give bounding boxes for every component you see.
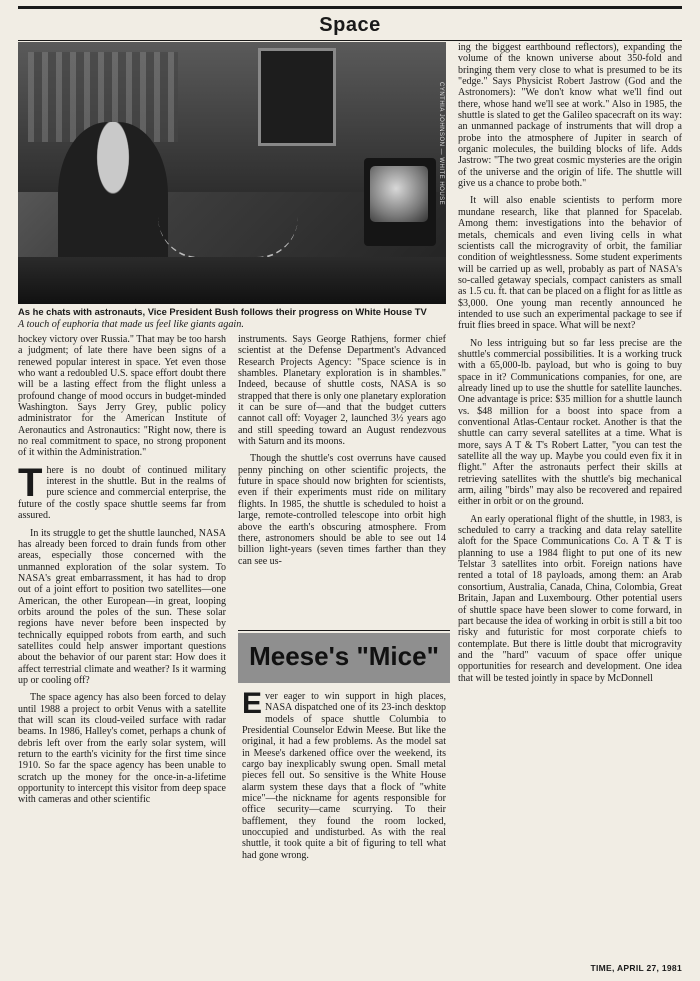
footer-dateline: TIME, APRIL 27, 1981: [590, 963, 682, 973]
photo-tv-screen: [370, 166, 428, 222]
drop-cap: T: [18, 460, 43, 505]
column-3: [458, 42, 682, 966]
magazine-page: [18, 6, 682, 974]
photo-subcaption: A touch of euphoria that made us feel like giants again.: [18, 319, 244, 330]
paragraph: Though the shuttle's cost overruns have caused penny pinching on other scientific projects, the future in space should now brighten for scientists, even if their experiments must ride on military flights. In 1985, the shuttle is scheduled to hoist a large, remote-controlled telescope into orbit high above the earth's obscuring atmosphere. From there, astronomers should be able to see out 14 billion light-years (seven times farther than they can see us-: [238, 453, 446, 567]
bush-photo: [18, 42, 446, 304]
photo-caption: As he chats with astronauts, Vice President Bush follows their progress on White House TV: [18, 306, 427, 317]
column-2: [238, 334, 446, 624]
photo-frame: [258, 48, 336, 146]
paragraph: It will also enable scientists to perform more mundane research, like that planned for Spacelab. Among them: investigations into the behavior of metals, chemicals and even living cells in what scientists call the microgravity of orbit, the familiar condition of weightlessness. Some student experiments will be carried up as well, probably as part of NASA's so-called getaway specials, compact canisters as small as 1.5 cu. ft. that can be placed on a flight for as little as $3,000. One young man recently announced he intended to use such an experimental package to see if fruit flies breed in space. What will be next?: [458, 195, 682, 332]
sidebar-box: [238, 630, 450, 967]
sidebar-title: Meese's "Mice": [249, 641, 439, 671]
paragraph-text: here is no doubt of continued military interest in the shuttle. But in the realms of pure science and commercial enterprise, the future of the costly space shuttle seems far from assured.: [18, 464, 226, 522]
paragraph: No less intriguing but so far less precise are the shuttle's commercial possibilities. It is a working truck with a 65,000-lb. payload, but who is going to buy space in it? Communications companies, for one, are already lined up to use the shuttle for satellite launches. One advantage is price: $35 million for a shuttle launch vs. $48 million for a boost into space from a conventional Atlas-Centaur rocket. Another is that the shuttle can carry several satellites at a time. What is more, says A T & T's Robert Latter, "you can test the satellite all the way up. Maybe you could even fix it in flight." After the astronauts perfect their skills at retrieving satellites with the shuttle's big mechanical arm, ailing "birds" may also be recovered and repaired either in orbit or on the ground.: [458, 337, 682, 508]
paragraph: hockey victory over Russia." That may be too harsh a judgment; of late there have been signs of a renewed popular interest in space. Yet even those who want a redoubled U.S. space effort doubt there will be a lasting effect from the flight unless a profound change of mood occurs in budget-minded Washington. Says Jerry Grey, public policy administrator for the American Institute of Aeronautics and Astronautics: "Right now, there is no real commitment to space, no strong proponent of it within the Administration.": [18, 334, 226, 459]
paragraph-dropcap: [18, 460, 226, 522]
paragraph: ing the biggest earthbound reflectors), expanding the volume of the known universe about 350-fold and bringing them very close to what is presumed to be its "edge." Says Physicist Robert Jastrow (God and the Astronomers): "We don't know what we'll find out there, whose hand we'll see at work." Also in 1985, the shuttle is slated to get the Galileo spacecraft on its way: an unmanned package of instruments that will drop a probe into the atmosphere of Jupiter in search of organic molecules, the building blocks of life. Adds Jastrow: "The two great cosmic mysteries are the origin of the universe and the origin of life. The shuttle will give us a chance to probe both.": [458, 42, 682, 190]
section-title: Space: [319, 14, 381, 36]
section-rule: [18, 40, 682, 41]
paragraph-text: ver eager to win support in high places, NASA dispatched one of its 23-inch desktop models of space shuttle Columbia to Presidential Counselor Edwin Meese. But like the original, it had a few problems. As the model sat in Meese's darkened office over the weekend, its cargo bay inexplicably swung open. Small metal pieces fell out. So sensitive is the White House alarm system these days that a flock of "white mice"—the nickname for agents responsible for office security—came scurrying. To their bafflement, they found the room locked, unoccupied and undisturbed. As with the real shuttle, it took quite a bit of figuring to tell what had gone wrong.: [242, 691, 446, 861]
photo-credit: CYNTHIA JOHNSON — WHITE HOUSE: [438, 82, 444, 206]
paragraph: In its struggle to get the shuttle launched, NASA has already been forced to drain funds from other areas, especially those concerned with the unmanned exploration of the solar system. To NASA's great embarrassment, it has had to drop out of a joint effort to position two satellites—one American, the other European—in great, looping orbits around the poles of the sun. These solar regions have never before been inspected by technically equipped robots from earth, and such satellites could help answer important questions about the behavior of our parent star: How does it affect terrestrial climate and weather? Is it warming up or cooling off?: [18, 527, 226, 686]
paragraph: An early operational flight of the shuttle, in 1983, is scheduled to carry a tracking and data relay satellite aloft for the Space Communications Co. A T & T is planning to use a 1984 flight to put one of its new Telstar 3 satellites into orbit. Foreign nations have rented a total of 18 payloads, among them: an Arab consortium, Australia, Canada, China, Colombia, Great Britain, Japan and Luxembourg. Other potential users of shuttle space have been slower to come forward, in part because the idea of working in orbit is still a bit too risky and futuristic for most corporate chiefs to contemplate. But there is little doubt that microgravity and the "hard" vacuum of space offer unique opportunities for research and development. One idea that will be tested jointly in space by McDonnell: [458, 513, 682, 684]
photo-phone-cord: [158, 217, 298, 259]
sidebar-body: [242, 687, 446, 861]
paragraph: The space agency has also been forced to delay until 1988 a project to orbit Venus with a satellite that will scan its cloud-veiled surface with radar beams. In 1986, Halley's comet, perhaps a chunk of debris left over from the early solar system, will return to the earth's vicinity for the first time since 1910. So far the space agency has been unable to scratch up the money for the once-in-a-lifetime opportunity to intercept this visitor from deep space with cameras and other scientific: [18, 692, 226, 806]
top-rule: [18, 6, 682, 9]
drop-cap: E: [242, 687, 263, 720]
paragraph-dropcap: [242, 687, 446, 861]
photo-desk: [18, 257, 446, 304]
column-1: [18, 334, 226, 966]
sidebar-head: [238, 633, 450, 683]
paragraph: instruments. Says George Rathjens, former chief scientist at the Defense Department's Advanced Research Projects Agency: "Space science is in shambles. Planetary exploration is in shambles." Indeed, because of shuttle costs, NASA is so strapped that there is only one planetary exploration it can be sure of—and that the budget cutters cannot call off: Voyager 2, launched 3½ years ago and still speeding toward an August rendezvous with Saturn and its moons.: [238, 334, 446, 448]
photo-tv: [364, 158, 436, 246]
